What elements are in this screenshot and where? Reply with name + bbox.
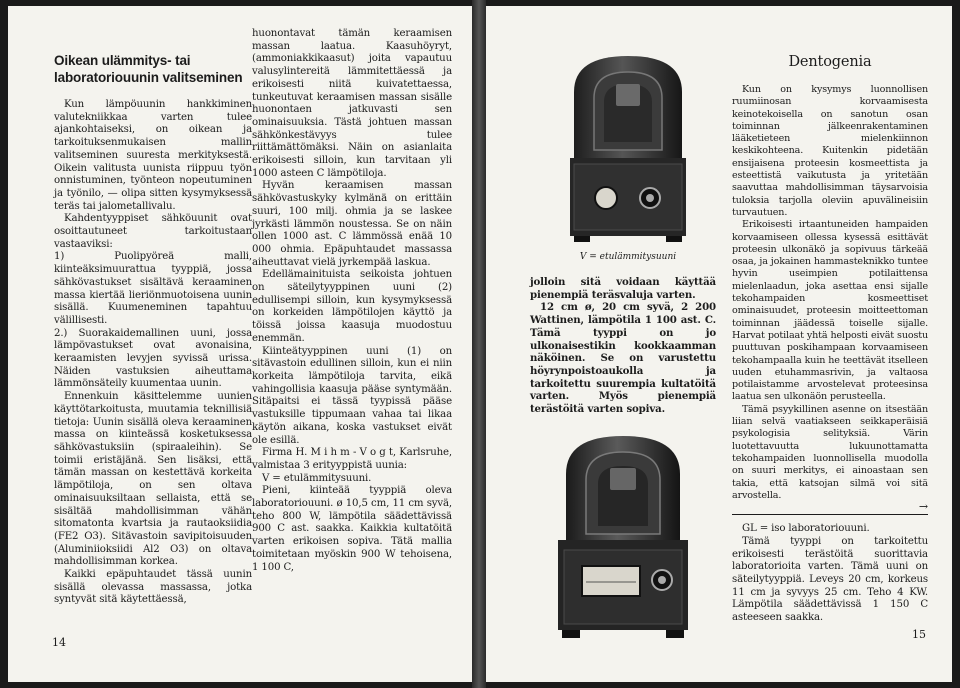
paragraph: Firma H. M i h m - V o g t, Karlsruhe, valmistaa 3 erityyppistä uunia: <box>252 447 452 471</box>
photo-caption: V = etulämmitysuuni <box>579 252 677 262</box>
paragraph: Kaikki epäpuhtaudet tässä uunin sisällä olevassa massassa, jotka syntyvät sitä käytettäessä, <box>54 569 252 606</box>
paragraph: Tämä tyyppi on tarkoitettu erikoisesti terästöitä suorittavia laboratorioita varten. Tämä uuni on säteilytyyppiä. Leveys 20 cm, korkeus 11 cm ja syvyys 25 cm. Teho 4 KW. Lämpötila säädettävissä 1 150 C asteeseen saakka. <box>732 535 928 624</box>
left-page <box>8 6 472 682</box>
left-column-2 <box>252 28 452 574</box>
paragraph: 2.) Suorakaidemallinen uuni, jossa lämpövastukset ovat avonaisina, keraamisten levyjen syvissä urissa. Näiden vastuksien aiheuttama lämmönsäteily kuumentaa uunin. <box>54 327 252 390</box>
article-heading: Oikean ulämmitys- tai laboratoriouunin valitseminen <box>54 53 243 85</box>
paragraph: Edellämainituista seikoista johtuen on säteilytyyppinen uuni (2) edullisempi silloin, kun kysymyksessä on korkeiden lämpötilojen käyttö ja töissä joissa kaasuja muodostuu enemmän. <box>252 269 452 344</box>
right-column-1 <box>530 276 716 416</box>
right-page <box>486 6 952 682</box>
furnace-photo-v <box>560 50 696 244</box>
left-column-1 <box>54 52 252 607</box>
paragraph: Ennenkuin käsittelemme uunien käyttötarkoitusta, muutamia teknillisiä tietoja: Uunin sisällä oleva keraaminen massa on kiinteässä kosketuksessa sähkövastuksiin (spiraaleihin). Se toimii eristäjänä. Sen lisäksi, että tämän massan on kestettävä korkeita lämpötiloja, on sen oltava ominaisuuksiltaan sellaista, että se sisältää mahdollisimman vähän sitomatonta kvartsia ja rautaoksiidia (FE2 O3). Sitävastoin savipitoisuuden (Aluminiioksiidi Al2 O3) on oltava mahdollisimman korkea. <box>54 391 252 568</box>
paragraph: 12 cm ø, 20 cm syvä, 2 200 Wattinen, lämpötila 1 100 ast. C. Tämä tyyppi on jo ulkonaisestikin kookkaamman näköinen. Se on varustettu höyrynpoistoaukolla ja tarkoitettu suurempia kultatöitä varten. Myös pienempiä terästöitä varten sopiva. <box>530 301 716 416</box>
paragraph: Erikoisesti irtaantuneiden hampaiden korvaamiseen ollessa kysessä esittävät proteesin ulkonäkö ja sopivuus tärkeää osaa, ja jokainen hammasteknikko tuntee hyvin useimpien potilaittensa mielenlaadun, joka asettaa ensi sijalle tekohampaiden kosmeettiset ominaisuudet, proteesin moitteettoman toiminnan jäädessä toiselle sijalle. Harvat potilaat yhtä helposti eivät suostu puuttuvan poskihampaan korvaamiseen tekohampaalla kuin he teettävät itselleen uuden etuhammasrivin, ja valtaosa potilaistamme arvostelevat proteesinsa laatua sen ulkonäön perusteella. <box>732 219 928 403</box>
divider <box>732 514 928 515</box>
paragraph: GL = iso laboratoriouuni. <box>742 523 870 535</box>
paragraph: Kahdentyyppiset sähköuunit ovat osoittautuneet tarkoitustaan vastaaviksi: <box>54 213 252 250</box>
paragraph: Kiinteätyyppinen uuni (1) on sitävastoin edullinen silloin, kun ei niin korkeita lämpötiloja tarvita, eikä vahingollisia kaasuja pääse syntymään. Sitäpaitsi ei tässä tyypissä pääse vastuksille tippumaan vahaa tai likaa käytön aikana, koska vastukset eivät ole esillä. <box>252 345 452 446</box>
paragraph: Hyvän keraamisen massan sähkövastuskyky kylmänä on erittäin suuri, 100 milj. ohmia ja se laskee jyrkästi lämmön noustessa. Se on näin ollen 1000 ast. C lämmössä enää 10 000 ohmia. Epäpuhtaudet massassa aiheuttavat vielä jyrkempää laskua. <box>252 180 452 268</box>
page-number-left: 14 <box>52 636 66 649</box>
page-number-right: 15 <box>912 628 926 641</box>
continuation-arrow: → <box>918 500 928 514</box>
right-column-2 <box>732 54 928 625</box>
paragraph: 1) Puolipyöreä malli, kiinteäksimuurattua tyyppiä, jossa sähkövastukset sisältävä keraaminen massa kiertää lieriönmuotoisena uunin sisällä. Kuumeneminen tapahtuu välillisesti. <box>54 251 252 326</box>
paragraph: jolloin sitä voidaan käyttää pienempiä teräsvaluja varten. <box>530 276 716 301</box>
paragraph: Kun lämpöuunin hankkiminen valutekniikkaa varten tulee ajankohtaiseksi, on oikean ja tarkoituksenmukaisen mallin valitseminen suuresta merkityksestä. Oikein valitusta uunista riippuu työn onnistuminen, työnteon nopeutuminen ja työnilo, — olipa sitten kysymyksessä teräs tai jalometallivalu. <box>54 99 252 212</box>
paragraph: Kun on kysymys luonnollisen ruumiinosan korvaamisesta keinotekoisella on sanotun osan toiminnan jälkeenrakentaminen lääketieteen mielenkiinnon keskikohteena. Kuitenkin pidetään ensijaisena proteesin kosmeettista ja esteettistä vaikutusta ja yritetään saavuttaa mahdollisimman täysarvoisia tuloksia tarjolla oleviin apuvälineisiin turvautuen. <box>732 84 928 218</box>
dentogenia-heading: Dentogenia <box>788 54 872 70</box>
paragraph: V = etulämmitysuuni. <box>262 472 372 484</box>
paragraph: Tämä psyykillinen asenne on itsestään liian selvä vaatiakseen seikkaperäisiä psykologisia selityksiä. Värin luotettavuutta lukuunottamatta tekohampaiden luonnollisella muodolla on suuri merkitys, ei ainoastaan sen takia, että katsojan silmä voi sitä arvostella. <box>732 403 928 501</box>
paragraph: huonontavat tämän keraamisen massan laatua. Kaasuhöyryt, (ammoniakkikaasut) joita vapautuu valusylintereitä lämmitettäessä ja erikoisesti niitä kuivatettaessa, tunkeutuvat keraamisen massan sisälle huonontaen jatkuvasti sen ominaisuuksia. Tästä johtuen massan sähkönkestävyys tulee riittämättömäksi. Näin on asianlaita erikoisesti silloin, kun tarvitaan yli 1000 asteen C lämpötiloja. <box>252 28 452 179</box>
book-spine <box>472 0 486 688</box>
paragraph: Pieni, kiinteää tyyppiä oleva laboratoriouuni. ø 10,5 cm, 11 cm syvä, teho 800 W, lämpötila säädettävissä 900 C ast. saakka. Kaikkia kultatöitä varten erikoisen sopiva. Tätä mallia toimitetaan myöskin 900 W tehoisena, 1 100 C, <box>252 485 452 573</box>
furnace-photo-gl <box>548 430 698 642</box>
